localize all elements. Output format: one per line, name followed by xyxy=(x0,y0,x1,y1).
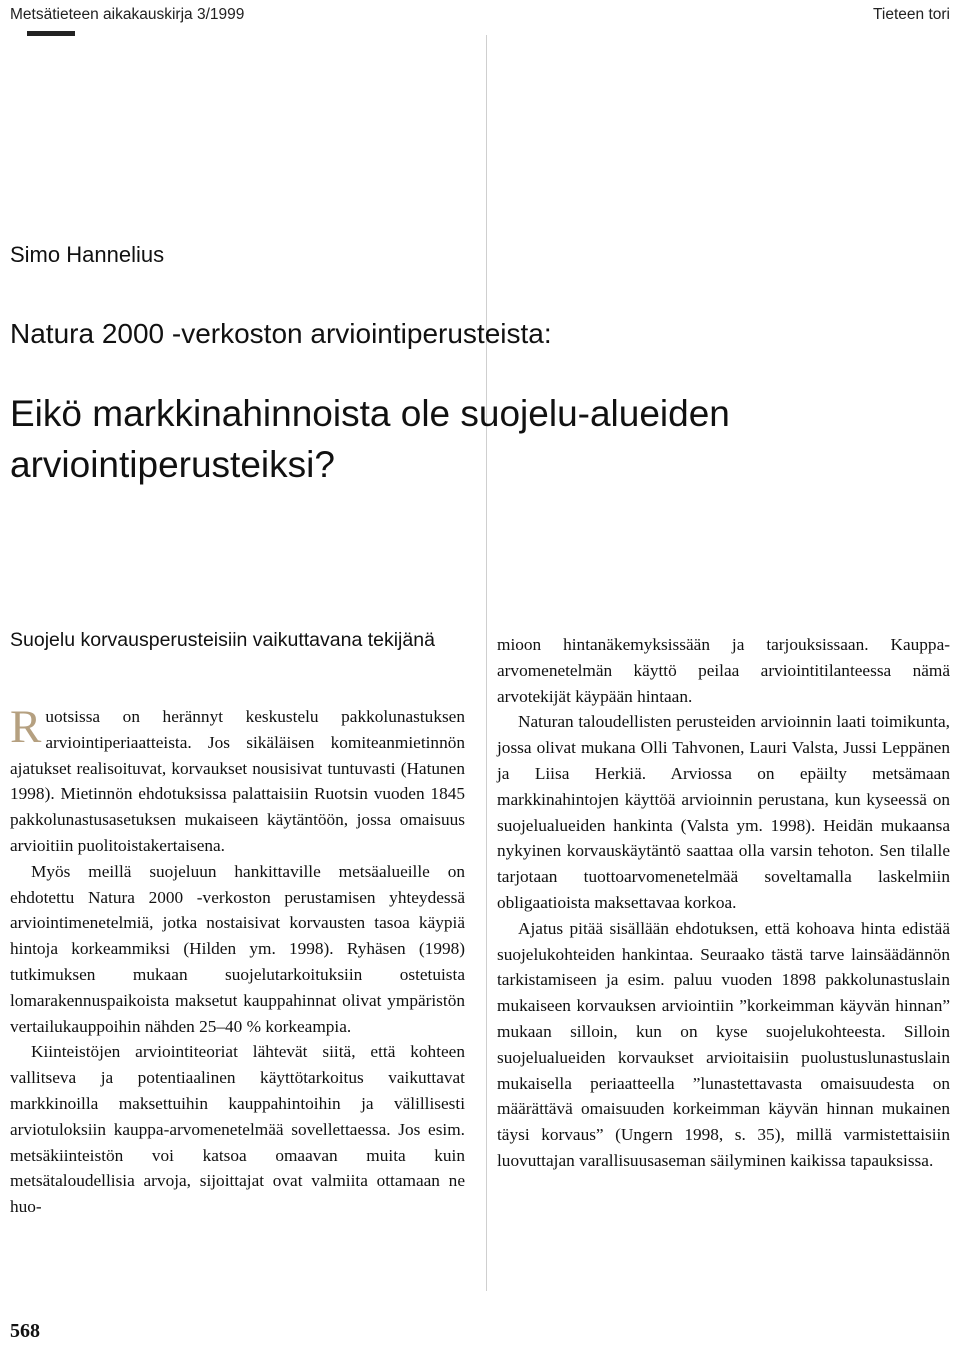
paragraph: mioon hintanäkemyksissään ja tarjouksissaan. Kauppa-arvomenetelmän käyttö peilaa arviointitilanteessa nämä arvotekijät käypään hintaan. xyxy=(497,635,950,706)
paragraph: Naturan taloudellisten perusteiden arvioinnin laati toimikunta, jossa olivat mukana Olli Tahvonen, Lauri Valsta, Jussi Leppänen ja Liisa Herkiä. Arviossa on epäilty metsämaan markkinahintojen käyttöä arvioinnin perustana, kun kyseessä on suojelualueiden hankinta (Valsta ym. 1998). Heidän mukaansa nykyinen korvauskäytäntö saattaa olla varsin tehoton. Sen tilalle tarjotaan tuottoarvomenetelmää soveltamalla laskelmiin obligaatioista maksettavaa korkoa. xyxy=(497,712,950,912)
article-title: Eikö markkinahinnoista ole suojelu-alueiden arviointiperusteiksi? xyxy=(10,393,730,485)
paragraph-text: uotsissa on herännyt keskustelu pakkolunastuksen arviointiperiaatteista. Jos sikäläisen komiteanmietinnön ajatukset realisoituvat, korvaukset nousisivat tuntuvasti (Hatunen 1998). Mietinnön ehdotuksissa palattaisiin Ruotsin vuoden 1845 pakkolunastusasetuksen mukaiseen käytäntöön, jossa omaisuus arvioitiin puolitoistakertaisena. xyxy=(10,707,465,855)
paragraph xyxy=(10,701,465,859)
page-number: 568 xyxy=(10,1320,40,1342)
column-divider xyxy=(486,35,487,1291)
paragraph: Ajatus pitää sisällään ehdotuksen, että kohoava hinta edistää suojelukohteiden hankintaa. Seuraako tästä tarve lainsäädännön tarkistamiseen ja esim. paluu vuoden 1898 pakkolunastuslain mukaiseen korvauksen arviointiin ”korkeimman käyvän hinnan” mukaan silloin, kun on kyse suojelukohteesta. Silloin suojelualueiden korvaukset arvioitaisiin puolustuslunastuslain mukaisella periaatteella ”lunastettavasta omaisuudesta on määrättävä omaisuuden korkeimman käyvän hinnan mukainen täysi korvaus” (Ungern 1998, s. 35), millä varmistettaisiin luovuttajan varallisuusaseman säilyminen kaikissa tapauksissa. xyxy=(497,918,950,1170)
section-heading: Suojelu korvausperusteisiin vaikuttavana tekijänä xyxy=(10,629,435,651)
journal-name: Metsätieteen aikakauskirja 3/1999 xyxy=(10,6,245,23)
author-name: Simo Hannelius xyxy=(10,242,165,267)
paragraph: Kiinteistöjen arviointiteoriat lähtevät siitä, että kohteen vallitseva ja potentiaalinen käyttötarkoitus vaikuttavat markkinoilla maksettuihin kauppahintoihin ja välillisesti arviotuloksiin kauppa-arvomenetelmää sovellettaessa. Jos esim. metsäkiinteistön voi katsoa omaavan muita kuin metsätaloudellisia arvoja, sijoittajat ovat valmiita ottamaan ne huo- xyxy=(10,1042,465,1217)
right-column xyxy=(497,632,950,1174)
left-column xyxy=(10,701,465,1220)
paragraph: Myös meillä suojeluun hankittaville metsäalueille on ehdotettu Natura 2000 -verkoston perustamisen yhteydessä arviointimenetelmiä, jotka nostaisivat korvausten tasoa käypiä hintoja korkeammiksi (Hilden ym. 1998). Ryhäsen (1998) tutkimuksen mukaan suojelutarkoituksiin ostetuista lomarakennuspaikoista maksetut kauppahinnat olivat ympäristön vertailukauppoihin nähden 25–40 % korkeampia. xyxy=(10,861,465,1036)
drop-cap: R xyxy=(10,701,42,753)
header-rule xyxy=(27,31,75,36)
article-overtitle: Natura 2000 -verkoston arviointiperusteista: xyxy=(10,318,552,349)
section-name: Tieteen tori xyxy=(873,6,950,23)
